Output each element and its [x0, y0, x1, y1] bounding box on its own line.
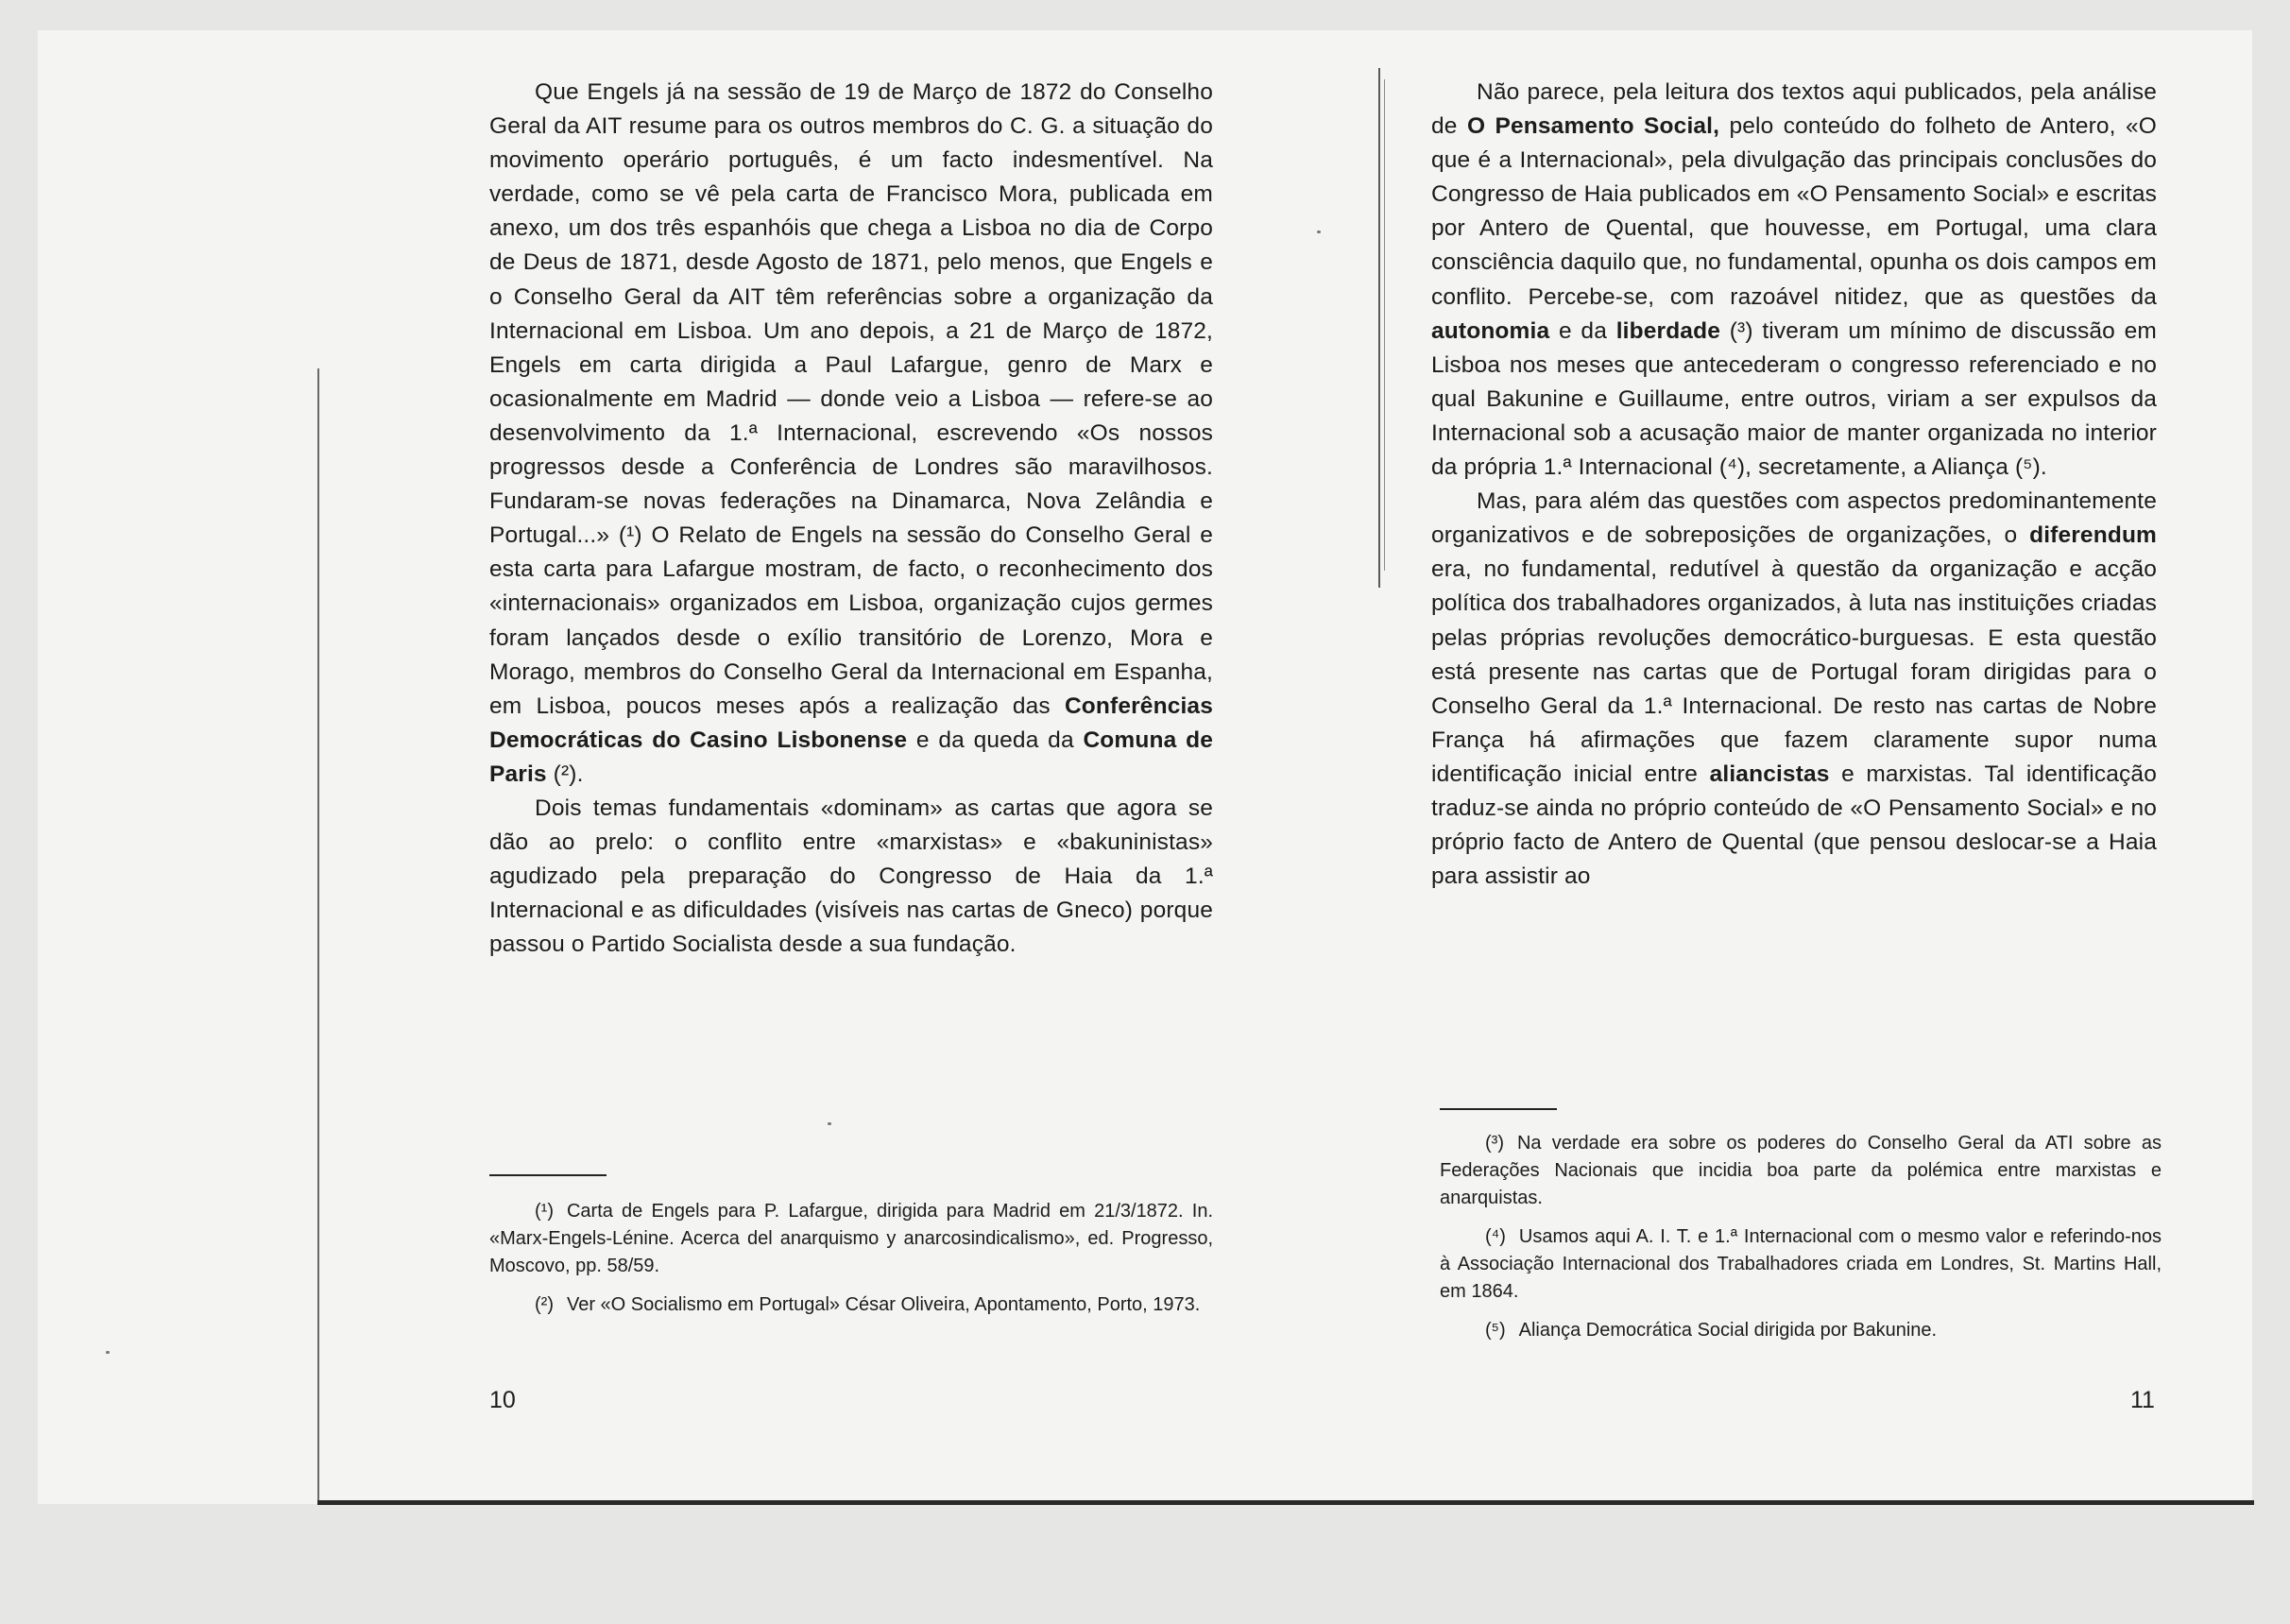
page-number-left: 10 — [489, 1387, 516, 1413]
text-span: Não parece, pela leitura dos textos aqui publicados, pela análise de — [1431, 79, 2157, 140]
text-span: (³) tiveram um mínimo de discussão em Lisboa nos meses que antecederam o congresso referenciado e no qual Bakunine e Guillaume, entre outros, viriam a ser expulsos da Internacional sob a acusação maior de manter organizada no interior da própria 1.ª Internacional (⁴), secretamente, a Aliança (⁵). — [1431, 317, 2157, 481]
footnote-5 — [1440, 1317, 2162, 1344]
footnote-number: (²) — [535, 1294, 554, 1315]
footnote-text: Aliança Democrática Social dirigida por Bakunine. — [1518, 1320, 1938, 1341]
bold-term: Comuna de Paris — [489, 727, 1213, 787]
footnote-text: Carta de Engels para P. Lafargue, dirigida para Madrid em 21/3/1872. In. «Marx-Engels-Lénine. Acerca del anarquismo y anarcosindicalismo», ed. Progresso, Moscovo, pp. 58/59. — [489, 1201, 1213, 1276]
footnote-number: (¹) — [535, 1201, 554, 1222]
page-edge-shadow — [317, 368, 319, 1502]
footnote-divider-left — [489, 1174, 607, 1176]
left-paragraph-1 — [489, 76, 1213, 792]
right-paragraph-1 — [1431, 76, 2157, 485]
page-fold-line-secondary — [1384, 79, 1385, 571]
scan-speck — [828, 1122, 831, 1125]
text-span: (²). — [553, 761, 584, 787]
scan-speck — [1317, 231, 1321, 233]
left-paragraph-2: Dois temas fundamentais «dominam» as cartas que agora se dão ao prelo: o conflito entre «marxistas» e «bakuninistas» agudizado pela preparação do Congresso de Haia da 1.ª Internacional e as dificuldades (visíveis nas cartas de Gneco) porque passou o Partido Socialista desde a sua fundação. — [489, 795, 1213, 958]
footnote-text: Ver «O Socialismo em Portugal» César Oliveira, Apontamento, Porto, 1973. — [566, 1294, 1201, 1315]
bold-term: diferendum — [2029, 522, 2157, 549]
footnote-1 — [489, 1198, 1213, 1280]
footnote-text: Usamos aqui A. I. T. e 1.ª Internacional com o mesmo valor e referindo-nos à Associação Internacional dos Trabalhadores criada em Londres, St. Martins Hall, em 1864. — [1440, 1226, 2162, 1302]
footnote-number: (³) — [1485, 1133, 1504, 1154]
left-footnotes — [489, 1198, 1213, 1330]
bold-term: aliancistas — [1709, 761, 1830, 787]
text-span: era, no fundamental, redutível à questão da organização e acção política dos trabalhadores organizados, à luta nas instituições criadas pelas próprias revoluções democrático-burguesas. E esta questão está presente nas cartas que de Portugal foram dirigidas para o Conselho Geral da 1.ª Internacional. De resto nas cartas de Nobre França há afirmações que fazem claramente supor numa identificação inicial entre — [1431, 556, 2157, 787]
text-span: Mas, para além das questões com aspectos predominantemente organizativos e de sobreposições de organizações, o — [1431, 488, 2157, 549]
scan-speck — [106, 1351, 110, 1354]
bold-term: autonomia — [1431, 317, 1550, 344]
text-span: e marxistas. Tal identificação traduz-se ainda no próprio conteúdo de «O Pensamento Social» e no próprio facto de Antero de Quental (que pensou deslocar-se a Haia para assistir ao — [1431, 761, 2157, 890]
page-number-right: 11 — [2130, 1387, 2155, 1413]
bold-term: liberdade — [1615, 317, 1720, 344]
page-bottom-edge — [317, 1500, 2254, 1505]
bold-term: Conferências Democráticas do Casino Lisbonense — [489, 692, 1213, 753]
footnote-divider-right — [1440, 1108, 1557, 1110]
footnote-number: (⁵) — [1485, 1320, 1506, 1341]
text-span: e da queda da — [915, 727, 1074, 753]
left-page-body — [489, 76, 1213, 962]
bold-term: O Pensamento Social, — [1466, 113, 1720, 140]
footnote-number: (⁴) — [1485, 1226, 1506, 1247]
footnote-2 — [489, 1291, 1213, 1319]
text-span: Que Engels já na sessão de 19 de Março de 1872 do Conselho Geral da AIT resume para os outros membros do C. G. a situação do movimento operário português, é um facto indesmentível. Na verdade, como se vê pela carta de Francisco Mora, publicada em anexo, um dos três espanhóis que chega a Lisboa no dia de Corpo de Deus de 1871, desde Agosto de 1871, pelo menos, que Engels e o Conselho Geral da AIT têm referências sobre a organização da Internacional em Lisboa. Um ano depois, a 21 de Março de 1872, Engels em carta dirigida a Paul Lafargue, genro de Marx e ocasionalmente em Madrid — donde veio a Lisboa — refere-se ao desenvolvimento da 1.ª Internacional, escrevendo «Os nossos progressos desde a Conferência de Londres são maravilhosos. Fundaram-se novas federações na Dinamarca, Nova Zelândia e Portugal...» (¹) O Relato de Engels na sessão do Conselho Geral e esta carta para Lafargue mostram, de facto, o reconhecimento dos «internacionais» organizados em Lisboa, organização cujos germes foram lançados desde o exílio transitório de Lorenzo, Mora e Morago, membros do Conselho Geral da Internacional em Espanha, em Lisboa, poucos meses após a realização das — [489, 79, 1213, 719]
footnote-4 — [1440, 1223, 2162, 1306]
footnote-3 — [1440, 1130, 2162, 1212]
text-span: pelo conteúdo do folheto de Antero, «O que é a Internacional», pela divulgação das principais conclusões do Congresso de Haia publicados em «O Pensamento Social» e escritas por Antero de Quental, que houvesse, em Portugal, uma clara consciência daquilo que, no fundamental, opunha os dois campos em conflito. Percebe-se, com razoável nitidez, que as questões da — [1431, 113, 2157, 310]
footnote-text: Na verdade era sobre os poderes do Conselho Geral da ATI sobre as Federações Nacionais que incidia boa parte da polémica entre marxistas e anarquistas. — [1440, 1133, 2162, 1208]
right-paragraph-2 — [1431, 485, 2157, 894]
right-page-body — [1431, 76, 2157, 894]
text-span: e da — [1558, 317, 1607, 344]
right-footnotes — [1440, 1130, 2162, 1356]
page-fold-line — [1378, 68, 1380, 588]
